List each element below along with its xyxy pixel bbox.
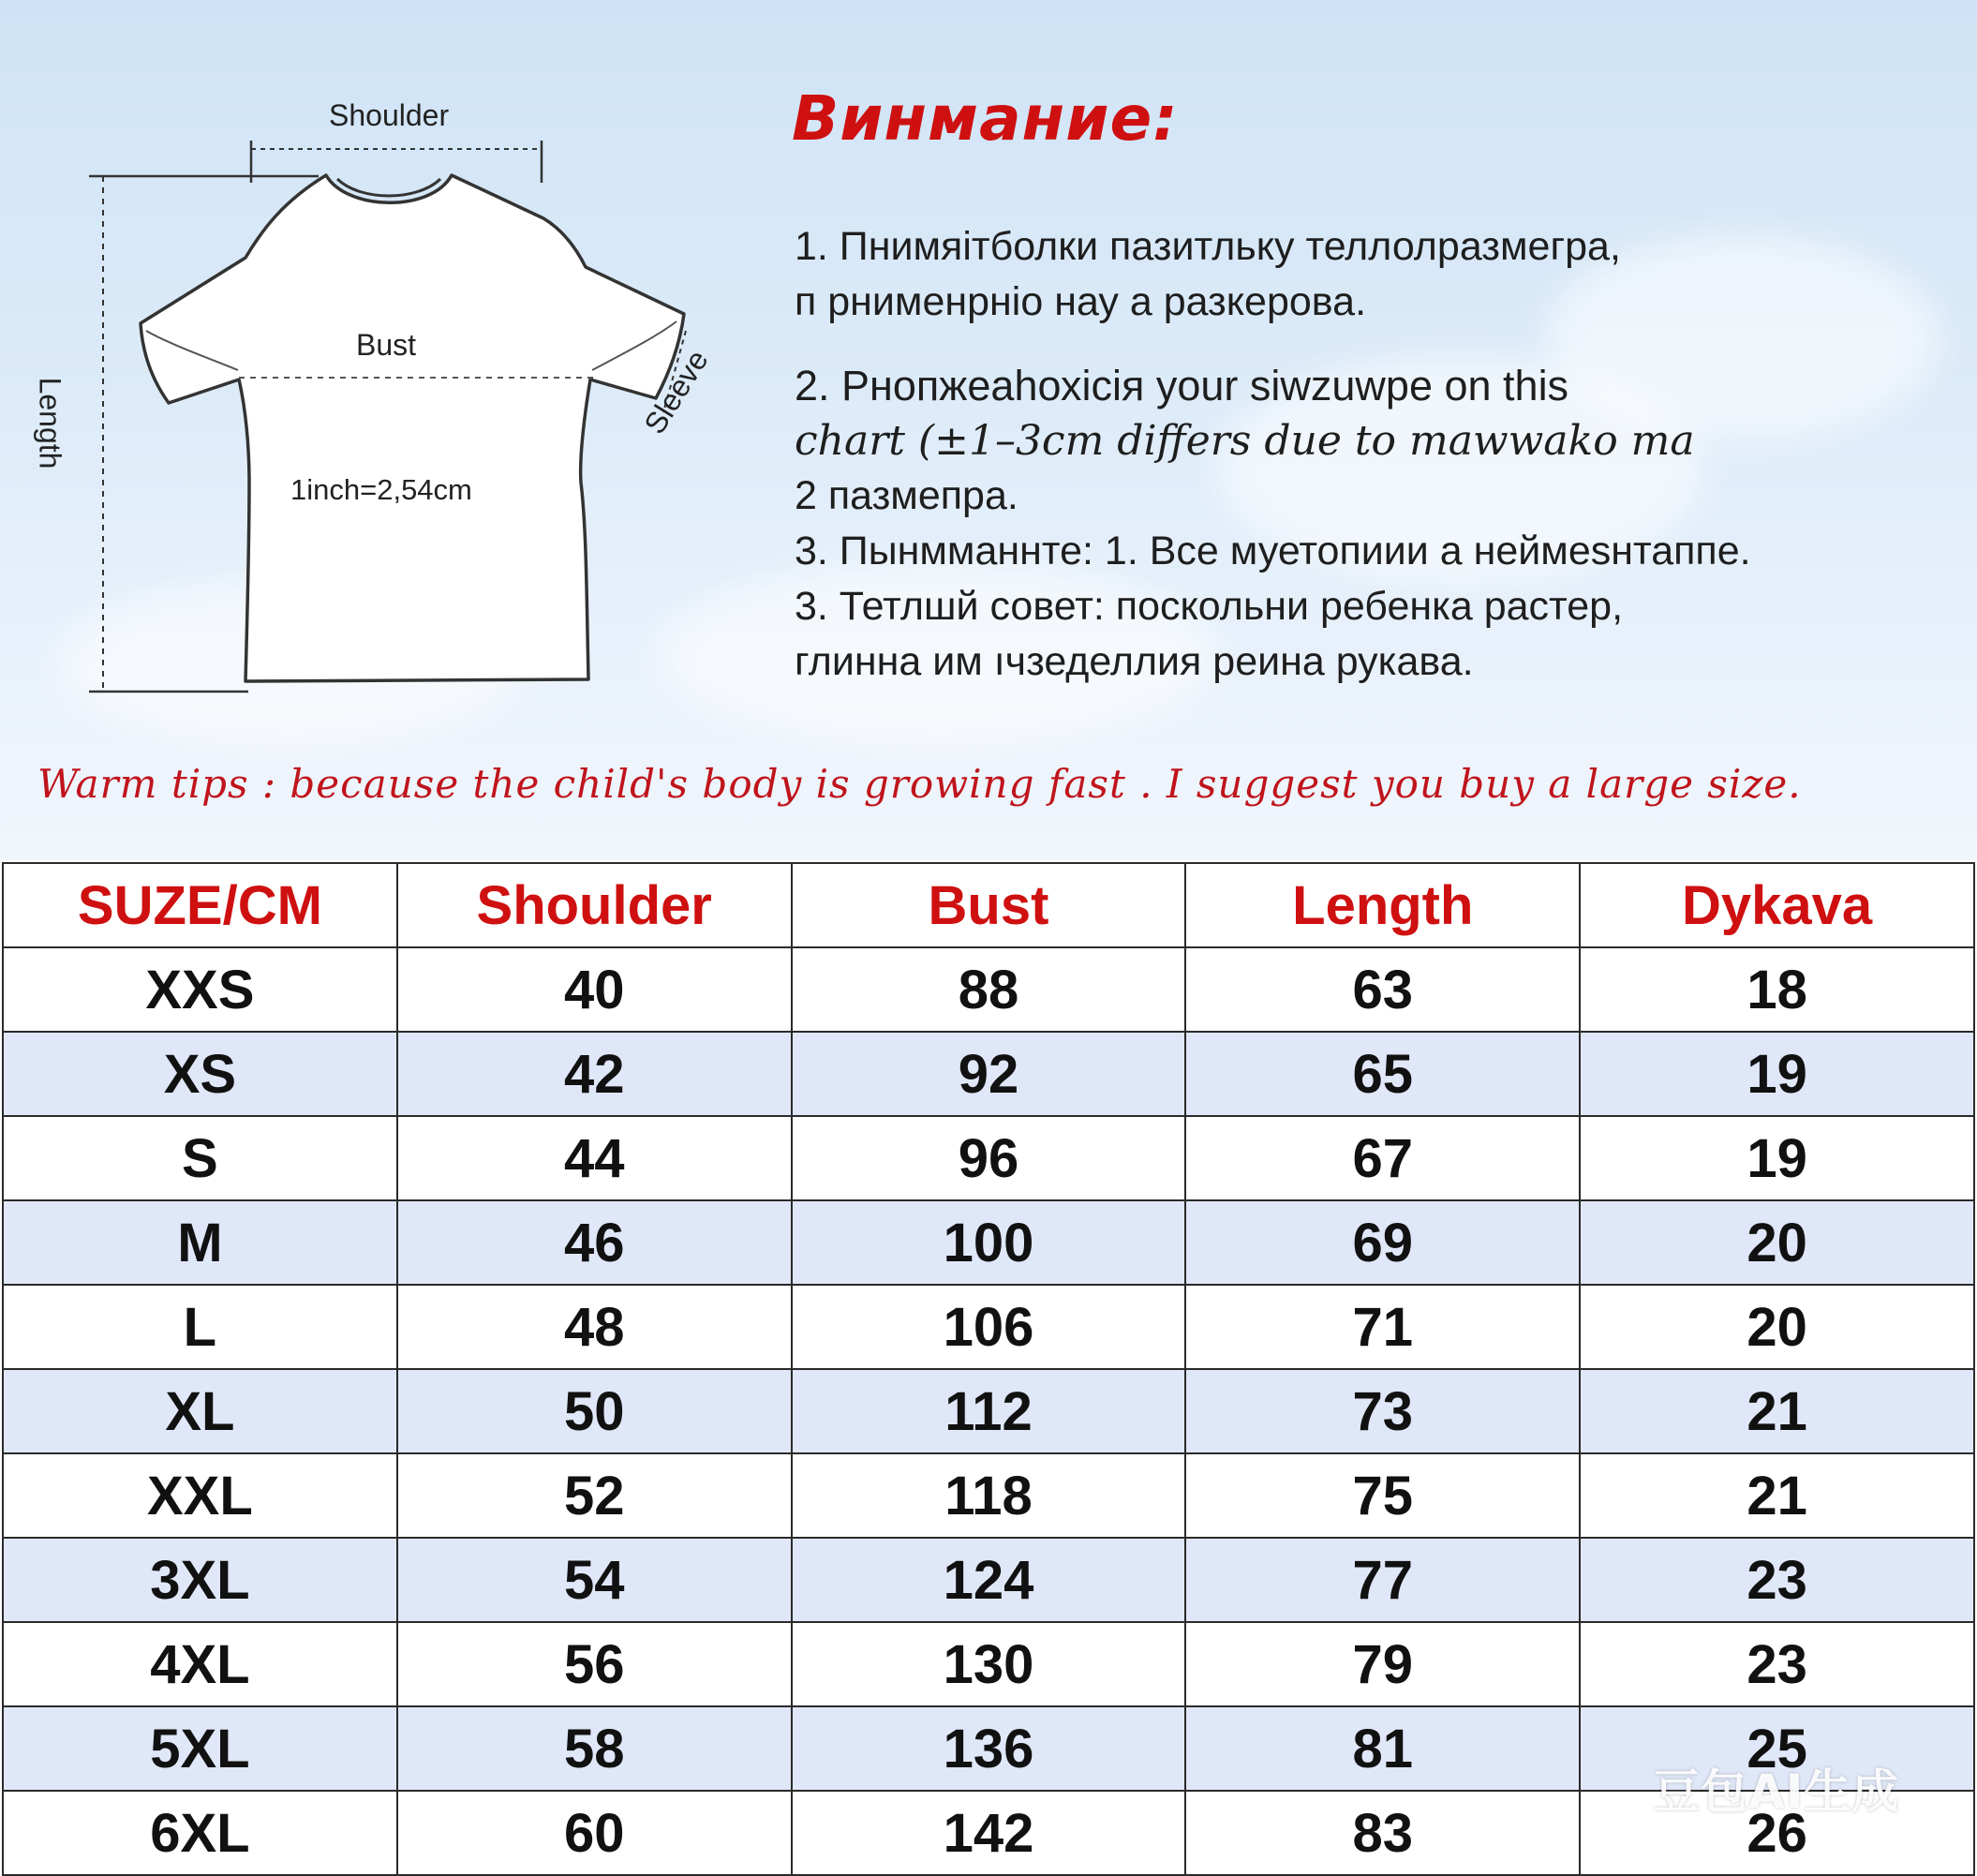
header-length: Length — [1185, 863, 1580, 947]
cell-size: 3XL — [3, 1538, 397, 1622]
cell-shoulder: 52 — [397, 1453, 792, 1538]
tshirt-outline-icon — [37, 89, 750, 726]
warm-tip: Warm tips : because the child's body is growing fast . I suggest you buy a large size. — [37, 761, 1802, 807]
cell-size: XXS — [3, 947, 397, 1032]
cell-shoulder: 42 — [397, 1032, 792, 1116]
cell-shoulder: 44 — [397, 1116, 792, 1200]
cell-sleeve: 19 — [1580, 1116, 1974, 1200]
notice-line: 1. Пнимяітболки пазитльку теллолразмегра, — [795, 224, 1621, 269]
cell-size: S — [3, 1116, 397, 1200]
cell-sleeve: 21 — [1580, 1453, 1974, 1538]
cell-size: L — [3, 1285, 397, 1369]
header-sleeve: Dykava — [1580, 863, 1974, 947]
header-bust: Bust — [792, 863, 1186, 947]
cell-sleeve: 19 — [1580, 1032, 1974, 1116]
cell-length: 67 — [1185, 1116, 1580, 1200]
table-row — [3, 1116, 1974, 1200]
cell-length: 75 — [1185, 1453, 1580, 1538]
cell-bust: 88 — [792, 947, 1186, 1032]
cell-bust: 136 — [792, 1706, 1186, 1791]
cell-bust: 100 — [792, 1200, 1186, 1285]
cell-shoulder: 46 — [397, 1200, 792, 1285]
cell-sleeve: 23 — [1580, 1622, 1974, 1706]
ai-watermark: 豆包AI生成 — [1653, 1764, 1900, 1819]
cell-shoulder: 48 — [397, 1285, 792, 1369]
table-row — [3, 1453, 1974, 1538]
cell-shoulder: 54 — [397, 1538, 792, 1622]
shoulder-label: Shoulder — [329, 98, 450, 132]
cell-sleeve: 21 — [1580, 1369, 1974, 1453]
cell-bust: 142 — [792, 1791, 1186, 1875]
cell-sleeve: 26 — [1580, 1791, 1974, 1875]
notice-line: 2 пазмепра. — [795, 473, 1018, 518]
cell-length: 71 — [1185, 1285, 1580, 1369]
table-row — [3, 1032, 1974, 1116]
cell-sleeve: 18 — [1580, 947, 1974, 1032]
table-header-row — [3, 863, 1974, 947]
cell-sleeve: 20 — [1580, 1285, 1974, 1369]
notice-line: 3. Тетлшй совет: поскольни ребенка растер, — [795, 584, 1624, 629]
size-table — [2, 862, 1975, 1876]
length-label: Length — [33, 377, 67, 469]
cell-shoulder: 56 — [397, 1622, 792, 1706]
cell-length: 65 — [1185, 1032, 1580, 1116]
table-row — [3, 1369, 1974, 1453]
notice-line: chart (±1–3cm differs due to mawwako ma — [795, 417, 1695, 465]
cell-size: XS — [3, 1032, 397, 1116]
bust-label: Bust — [356, 328, 417, 362]
header-shoulder: Shoulder — [397, 863, 792, 947]
cell-bust: 112 — [792, 1369, 1186, 1453]
cell-bust: 106 — [792, 1285, 1186, 1369]
table-row — [3, 1200, 1974, 1285]
cell-length: 63 — [1185, 947, 1580, 1032]
cell-size: M — [3, 1200, 397, 1285]
cell-length: 79 — [1185, 1622, 1580, 1706]
conversion-label: 1inch=2,54cm — [290, 473, 472, 506]
cell-shoulder: 40 — [397, 947, 792, 1032]
notice-title: Винмание: — [792, 82, 1179, 155]
cell-bust: 118 — [792, 1453, 1186, 1538]
cell-bust: 130 — [792, 1622, 1186, 1706]
header-size: SUZE/CM — [3, 863, 397, 947]
table-row — [3, 1285, 1974, 1369]
table-row — [3, 1538, 1974, 1622]
cell-length: 73 — [1185, 1369, 1580, 1453]
notice-line: 3. Пынмманнте: 1. Все муетопиии а неймеsнтаппе. — [795, 529, 1751, 573]
cell-shoulder: 50 — [397, 1369, 792, 1453]
cell-bust: 96 — [792, 1116, 1186, 1200]
sleeve-label: Sleeve — [637, 344, 715, 440]
cell-size: 4XL — [3, 1622, 397, 1706]
cell-bust: 92 — [792, 1032, 1186, 1116]
cell-size: XXL — [3, 1453, 397, 1538]
cell-sleeve: 20 — [1580, 1200, 1974, 1285]
cell-length: 83 — [1185, 1791, 1580, 1875]
cell-shoulder: 60 — [397, 1791, 792, 1875]
cell-size: XL — [3, 1369, 397, 1453]
cell-sleeve: 23 — [1580, 1538, 1974, 1622]
table-row — [3, 1622, 1974, 1706]
cell-size: 6XL — [3, 1791, 397, 1875]
cell-length: 77 — [1185, 1538, 1580, 1622]
notice-line: 2. Рнопжеаhохісія your siwzuwpe on this — [795, 362, 1569, 409]
cell-bust: 124 — [792, 1538, 1186, 1622]
cell-length: 81 — [1185, 1706, 1580, 1791]
cell-size: 5XL — [3, 1706, 397, 1791]
notice-line: п рнименрніо нау а разкерова. — [795, 279, 1367, 324]
notice-line: глинна им ıчзеделлия реина рукава. — [795, 639, 1474, 684]
notice-list — [795, 219, 1947, 690]
cell-shoulder: 58 — [397, 1706, 792, 1791]
info-panel — [0, 0, 1977, 860]
cell-length: 69 — [1185, 1200, 1580, 1285]
table-row — [3, 947, 1974, 1032]
cell-sleeve: 25 — [1580, 1706, 1974, 1791]
tshirt-diagram — [33, 89, 750, 726]
